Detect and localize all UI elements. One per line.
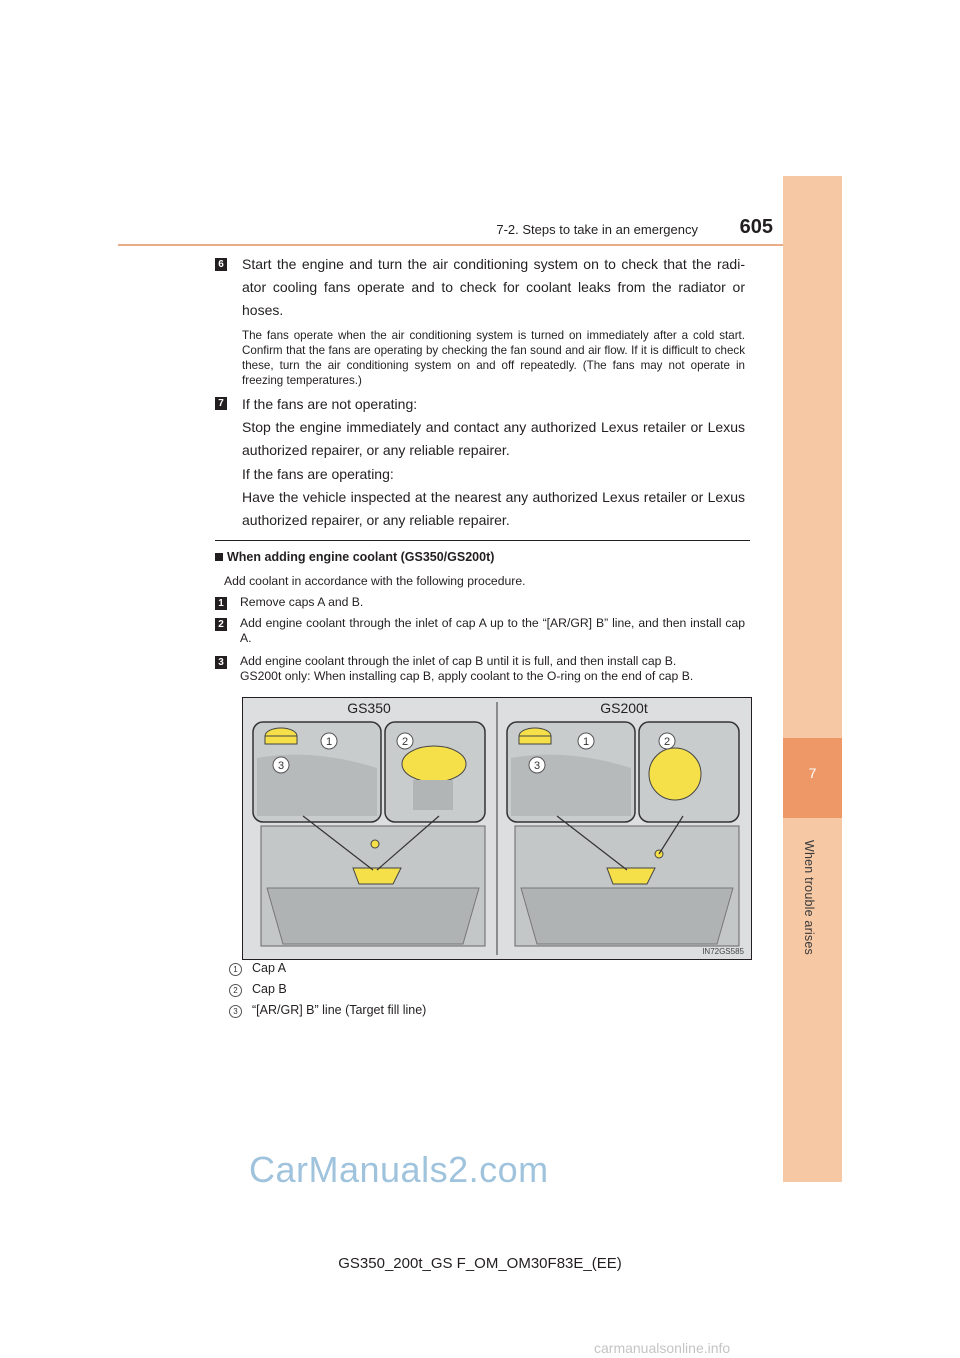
- square-bullet-icon: [215, 553, 223, 561]
- chapter-title: When trouble arises: [802, 840, 816, 955]
- coolant-step-number-1: 1: [215, 597, 227, 610]
- step-number-6: 6: [215, 258, 227, 271]
- section-title: 7-2. Steps to take in an emergency: [496, 222, 698, 237]
- engine-figure: [242, 697, 752, 960]
- coolant-step-2-text: Add engine coolant through the inlet of cap A up to the “[AR/GR] B” line, and then install cap A.: [240, 616, 745, 645]
- legend-number-3: 3: [229, 1005, 242, 1018]
- step-7-condition-1: If the fans are not operating:: [242, 396, 418, 412]
- step-7-condition-2: If the fans are operating:: [242, 466, 394, 482]
- step-7-action-1: Stop the engine immediately and contact any authorized Lexus retailer or Lexus authorized repairer, or any reliable repairer.: [242, 419, 745, 458]
- coolant-step-number-2: 2: [215, 618, 227, 631]
- document-code: GS350_200t_GS F_OM_OM30F83E_(EE): [338, 1255, 622, 1272]
- coolant-section-heading: [215, 550, 494, 564]
- chapter-number: 7: [808, 765, 817, 781]
- coolant-intro: Add coolant in accordance with the following procedure.: [224, 574, 526, 588]
- coolant-step-1-text: Remove caps A and B.: [240, 595, 364, 609]
- callout-1-left: 1: [325, 736, 333, 748]
- callout-2-left: 2: [401, 736, 409, 748]
- legend-cap-b: Cap B: [252, 982, 287, 996]
- figure-code: IN72GS585: [702, 947, 744, 956]
- callout-1-right: 1: [582, 736, 590, 748]
- step-6-note: The fans operate when the air conditioning system is turned on immediately after a cold start. Confirm that the fans are operating by checking the fan sound and air flow. If it is difficult to check these, turn the air conditioning system on and off repeatedly. (The fans may not operate in freezing temperatures.): [242, 329, 745, 387]
- watermark-bottom: carmanualsonline.info: [594, 1340, 731, 1356]
- page-number: 605: [739, 216, 773, 238]
- figure-label-gs350: GS350: [347, 700, 391, 716]
- callout-3-left: 3: [277, 760, 285, 772]
- step-7-action-2: Have the vehicle inspected at the nearest any authorized Lexus retailer or Lexus authorized repairer, or any reliable repairer.: [242, 489, 745, 528]
- header-divider: [118, 244, 783, 246]
- engine-illustration: [243, 698, 751, 959]
- watermark-main: CarManuals2.com: [249, 1149, 549, 1190]
- coolant-heading-text: When adding engine coolant (GS350/GS200t): [227, 550, 495, 564]
- coolant-step-3-text-2: GS200t only: When installing cap B, apply coolant to the O-ring on the end of cap B.: [240, 669, 694, 683]
- callout-2-right: 2: [663, 736, 671, 748]
- legend-number-1: 1: [229, 963, 242, 976]
- callout-3-right: 3: [533, 760, 541, 772]
- legend-fill-line: “[AR/GR] B” line (Target fill line): [252, 1003, 427, 1017]
- legend-number-2: 2: [229, 984, 242, 997]
- step-number-7: 7: [215, 397, 227, 410]
- legend-cap-a: Cap A: [252, 961, 287, 975]
- coolant-step-3-text: Add engine coolant through the inlet of cap B until it is full, and then install cap B.: [240, 654, 677, 668]
- step-6-text: Start the engine and turn the air conditioning system on to check that the radi-ator cooling fans operate and to check for coolant leaks from the radiator or hoses.: [242, 256, 745, 318]
- section-divider: [215, 540, 750, 541]
- coolant-step-number-3: 3: [215, 656, 227, 669]
- chapter-sidebar: [783, 176, 842, 1182]
- figure-label-gs200t: GS200t: [600, 700, 648, 716]
